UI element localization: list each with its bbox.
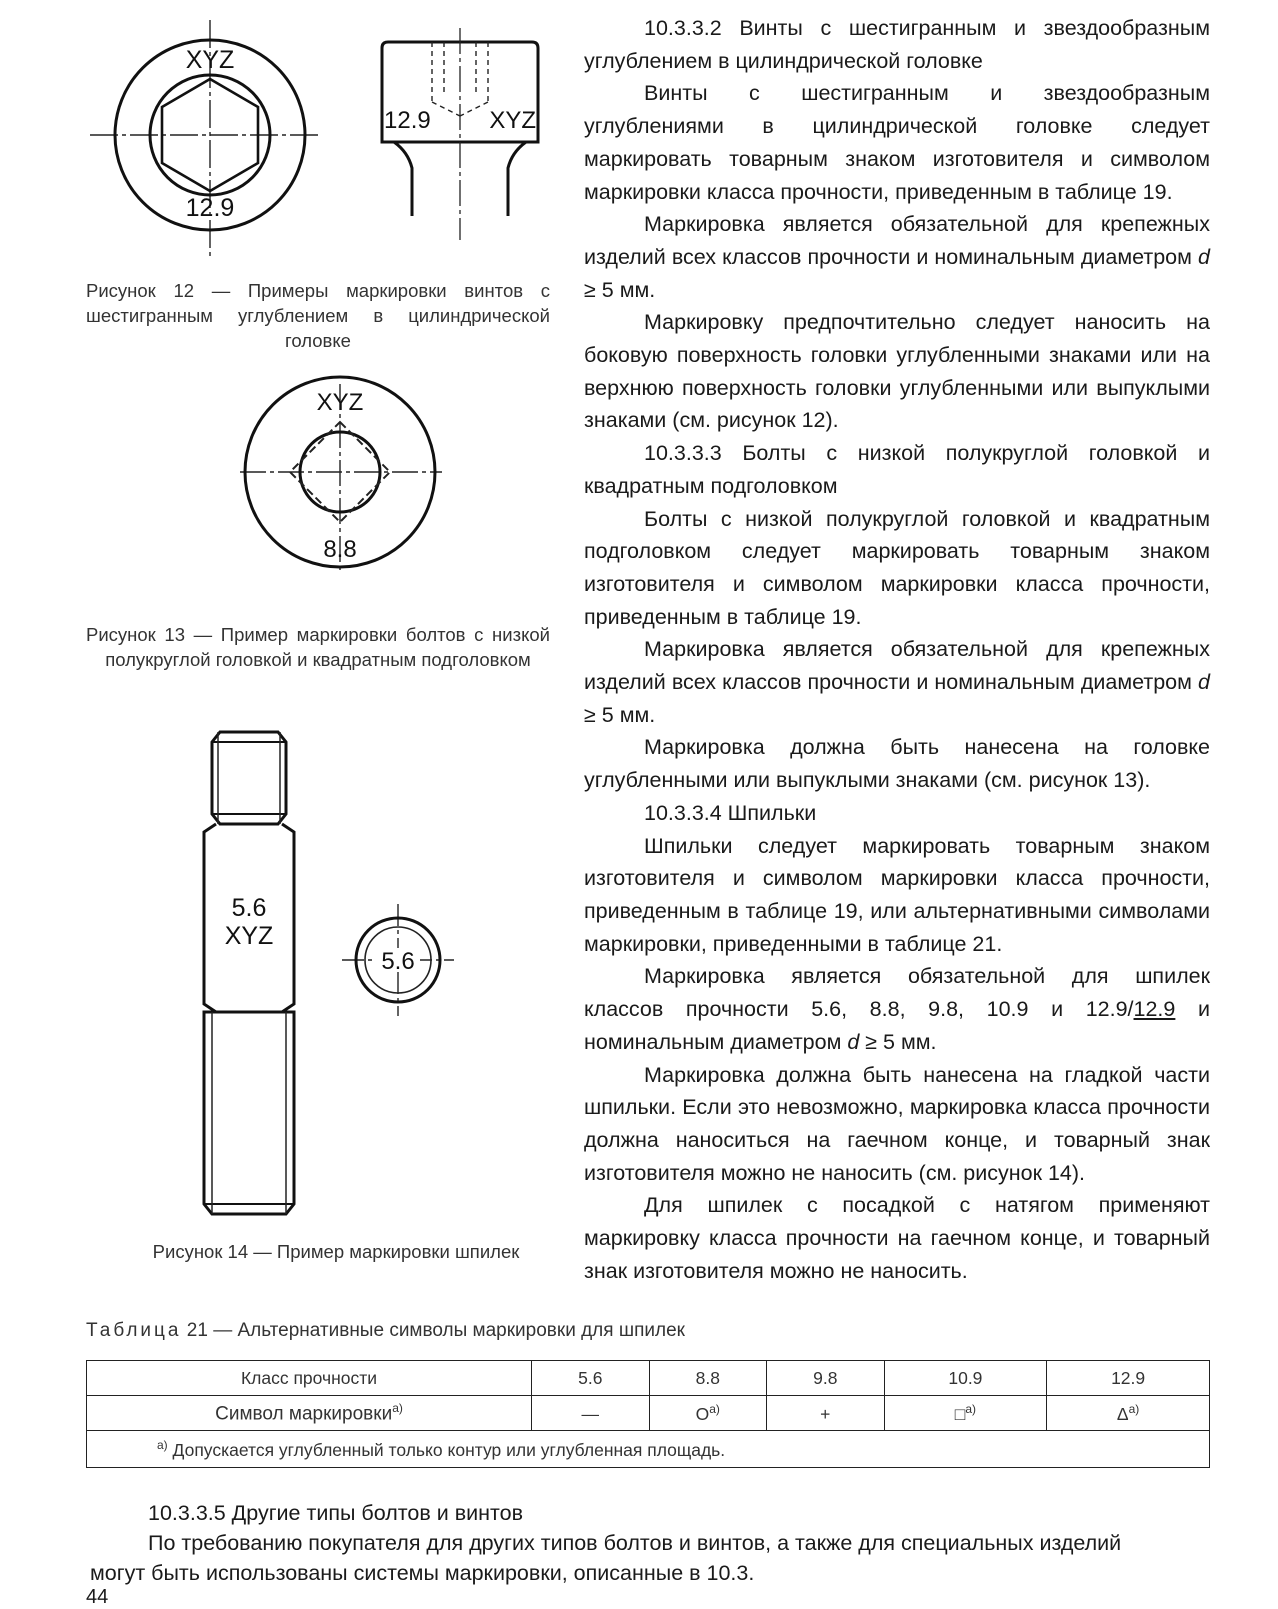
section-10-3-3-3-para-3: Маркировка должна быть нанесена на головке углубленными или выпуклыми знаками (см. рисунок 13). — [584, 735, 1210, 793]
table-symbol-cell: + — [767, 1396, 885, 1431]
section-10-3-3-2-para-1: Винты с шестигранным и звездообразным углублениями в цилиндрической головке следует маркировать товарным знаком изготовителя и символом маркировки класса прочности, приведенным в таблице 19. — [584, 81, 1210, 204]
fig12-side-right-label: XYZ — [489, 107, 536, 134]
section-10-3-3-2-para-2: Маркировка является обязательной для крепежных изделий всех классов прочности и номинальным диаметром d ≥ 5 мм. — [584, 212, 1210, 302]
section-10-3-3-4-para-1: Шпильки следует маркировать товарным знаком изготовителя и символом маркировки класса прочности, приведенным в таблице 19, или альтернативными символами маркировки, приведенными в таблице 21. — [584, 833, 1210, 956]
section-10-3-3-3-para-2: Маркировка является обязательной для крепежных изделий всех классов прочности и номинальным диаметром d ≥ 5 мм. — [584, 637, 1210, 727]
section-10-3-3-5 — [90, 1498, 1214, 1588]
section-10-3-3-2-para-3: Маркировку предпочтительно следует наносить на боковую поверхность головки углубленными знаками или на верхнюю поверхность головки углубленными или выпуклыми знаками (см. рисунок 12). — [584, 310, 1210, 433]
figure-13 — [230, 380, 470, 580]
figure-14-drawing — [190, 718, 480, 1238]
fig12-top-label: XYZ — [185, 46, 235, 74]
figure-13-drawing — [230, 380, 470, 580]
section-10-3-3-4-para-3: Маркировка должна быть нанесена на гладкой части шпильки. Если это невозможно, маркировка класса прочности должна наноситься на гаечном конце, и товарный знак изготовителя можно не наносить (см. рисунок 14). — [584, 1062, 1210, 1185]
fig14-end-label: 5.6 — [381, 948, 415, 975]
page-number: 44 — [86, 1586, 109, 1608]
table-symbol-row — [87, 1396, 1210, 1431]
figure-12-drawing — [86, 20, 546, 270]
fig14-class-label: 5.6 — [231, 894, 267, 922]
table-21-title: Таблица 21 — Альтернативные символы маркировки для шпилек — [86, 1320, 685, 1341]
fig12-side-left-label: 12.9 — [384, 107, 431, 134]
table-symbol-cell: — — [532, 1396, 650, 1431]
fig14-maker-label: XYZ — [224, 922, 274, 950]
figure-14-caption: Рисунок 14 — Пример маркировки шпилек — [152, 1241, 520, 1262]
figure-14 — [190, 718, 480, 1238]
table-class-cell: 5.6 — [532, 1361, 650, 1396]
fig13-bottom-label: 8.8 — [323, 536, 357, 563]
table-class-cell: 9.8 — [767, 1361, 885, 1396]
section-10-3-3-5-para-line-1: По требованию покупателя для других типов болтов и винтов, а также для специальных изделий — [148, 1531, 1122, 1555]
section-10-3-3-4-para-2: Маркировка является обязательной для шпилек классов прочности 5.6, 8.8, 9.8, 10.9 и 12.9/12.9 и номинальным диаметром d ≥ 5 мм. — [584, 964, 1210, 1054]
section-10-3-3-4-para-4: Для шпилек с посадкой с натягом применяют маркировку класса прочности на гаечном конце, и товарный знак изготовителя можно не наносить. — [584, 1193, 1210, 1283]
table-symbol-cell: □$^{a)}$ — [884, 1396, 1047, 1431]
section-10-3-3-3-heading: 10.3.3.3 Болты с низкой полукруглой головкой и квадратным подголовком — [584, 441, 1210, 498]
table-header-label: Класс прочности — [87, 1361, 532, 1396]
fig12-bottom-label: 12.9 — [185, 194, 235, 222]
section-10-3-3-5-heading: 10.3.3.5 Другие типы болтов и винтов — [148, 1501, 523, 1525]
section-10-3-3-5-para-line-2: могут быть использованы системы маркировки, описанные в 10.3. — [90, 1561, 755, 1585]
section-10-3-3-2-heading: 10.3.3.2 Винты с шестигранным и звездообразным углублением в цилиндрической головке — [584, 16, 1210, 73]
table-header-row — [87, 1361, 1210, 1396]
table-class-cell: 12.9 — [1047, 1361, 1210, 1396]
table-footnote: $^{a)}$ Допускается углубленный только контур или углубленная площадь. — [87, 1431, 1210, 1468]
table-symbol-cell: $O^{a)}$ — [649, 1396, 767, 1431]
table-symbol-cell: $\Delta^{a)}$ — [1047, 1396, 1210, 1431]
figure-12 — [86, 20, 546, 270]
table-21 — [86, 1360, 1210, 1468]
section-10-3-3-4-heading: 10.3.3.4 Шпильки — [644, 800, 817, 825]
table-class-cell: 10.9 — [884, 1361, 1047, 1396]
figure-12-caption: Рисунок 12 — Примеры маркировки винтов с шестигранным углублением в цилиндрической головке — [86, 280, 550, 351]
section-10-3-3-3-para-1: Болты с низкой полукруглой головкой и квадратным подголовком следует маркировать товарным знаком изготовителя и символом маркировки класса прочности, приведенным в таблице 19. — [584, 506, 1210, 629]
table-class-cell: 8.8 — [649, 1361, 767, 1396]
fig13-top-label: XYZ — [316, 389, 364, 416]
table-row-label: Символ маркировки$^{a)}$ — [87, 1396, 532, 1431]
figure-13-caption: Рисунок 13 — Пример маркировки болтов с низкой полукруглой головкой и квадратным подголовком — [86, 624, 550, 670]
table-footnote-row — [87, 1431, 1210, 1468]
right-column-text — [584, 12, 1210, 1287]
